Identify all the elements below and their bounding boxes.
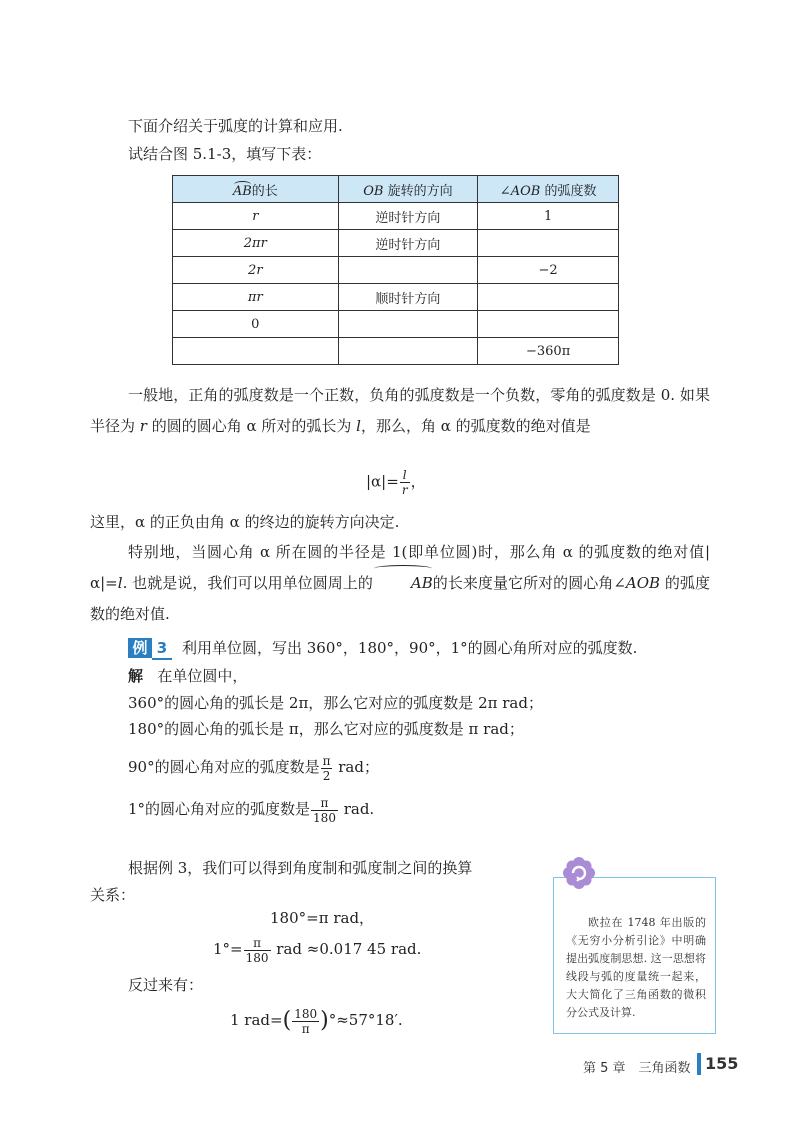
para1-text-b: 的圆的圆心角 α 所对的弧长为 (146, 417, 357, 435)
solution-line-1 (128, 792, 374, 826)
table-row (173, 338, 619, 365)
table-cell: 1 (478, 203, 619, 230)
fraction-numerator: π (322, 753, 331, 768)
example-number: 3 (152, 638, 172, 660)
para3-text-e: 的弧度数的绝对值. (90, 574, 710, 623)
table-header-radian (478, 176, 619, 203)
formula1-lhs: |α|= (366, 472, 399, 491)
s4-unit: rad. (338, 800, 375, 818)
s4-text: 1°的圆心角对应的弧度数是 (128, 800, 311, 818)
conversion-intro-cont: 关系： (90, 886, 136, 904)
fraction-numerator: π (244, 936, 271, 951)
table-cell: 逆时针方向 (338, 203, 478, 230)
table-cell: 顺时针方向 (338, 284, 478, 311)
solution-line-180: 180°的圆心角的弧长是 π，那么它对应的弧度数是 π rad； (128, 720, 524, 738)
var-l: l (356, 417, 361, 435)
table-cell: πr (173, 284, 339, 311)
arc-ab-symbol: AB (373, 568, 433, 599)
side-note-text: 欧拉在 1748 年出版的《无穷小分析引论》中明确提出弧度制思想. 这一思想将线段与弧的度量统一起来，大大简化了三角函数的微积分公式及计算. (566, 916, 706, 1019)
arc-ab-symbol: AB (232, 183, 252, 199)
intro-line-2: 试结合图 5.1-3，填写下表： (128, 145, 322, 163)
para3-text-a: 特别地，当圆心角 α 所在圆的半径是 1(即单位圆)时，那么角 α 的弧度数的绝对值|α|= (90, 543, 710, 592)
s3-text: 90°的圆心角对应的弧度数是 (128, 758, 320, 776)
fraction-180-over-pi (292, 1007, 319, 1036)
side-note-box (553, 877, 716, 1034)
equation-1-rad (230, 1003, 403, 1038)
table-cell: 2πr (173, 230, 339, 257)
fraction-numerator: π (311, 796, 338, 811)
header-aob: AOB (510, 183, 541, 199)
table-cell (338, 311, 478, 338)
solution-label: 解 (128, 667, 144, 685)
fraction-pi-over-180 (244, 936, 271, 965)
table-row (173, 311, 619, 338)
fraction-denominator: π (301, 1021, 310, 1036)
var-l: l (117, 574, 123, 592)
table-cell: 逆时针方向 (338, 230, 478, 257)
table-cell (478, 311, 619, 338)
solution-line-360: 360°的圆心角的弧长是 2π，那么它对应的弧度数是 2π rad； (128, 694, 543, 712)
table-row (173, 257, 619, 284)
paragraph-radian-sign (90, 380, 710, 442)
solution-intro-line (128, 666, 247, 686)
flower-icon (563, 857, 595, 889)
example-badge: 例 (128, 638, 152, 658)
var-r: r (139, 417, 147, 435)
s3-unit: rad； (333, 758, 379, 776)
table-cell (338, 257, 478, 284)
header-ob: OB (363, 183, 384, 199)
header-direction-suffix: 旋转的方向 (383, 183, 453, 199)
header-radian-suffix: 的弧度数 (540, 183, 597, 199)
eq3-lhs: 1 rad= (230, 1011, 283, 1029)
para1-text-c: ，那么，角 α 的弧度数的绝对值是 (360, 417, 591, 435)
table-row (173, 230, 619, 257)
equation-1-degree (213, 932, 421, 966)
equation-180-pi: 180°=π rad， (270, 909, 375, 927)
example-prompt: 利用单位圆，写出 360°，180°，90°，1°的圆心角所对应的弧度数. (182, 639, 638, 657)
paragraph-sign-rule: 这里，α 的正负由角 α 的终边的旋转方向决定. (90, 513, 400, 531)
para3-text-b: . 也就是说，我们可以用单位圆周上的 (122, 574, 373, 592)
fraction-pi-over-2 (321, 754, 333, 783)
table-row (173, 284, 619, 311)
header-suffix: 的长 (251, 183, 278, 199)
fraction-denominator: 2 (322, 768, 331, 783)
fraction-denominator: r (401, 483, 408, 497)
para3-text-c: 的长来度量它所对的圆心角 (432, 574, 614, 592)
fraction-denominator: 180 (313, 810, 336, 825)
fraction-pi-over-180 (311, 796, 338, 825)
formula1-tail: ， (410, 472, 426, 491)
table-cell: −2 (478, 257, 619, 284)
angle-symbol: ∠ (499, 183, 511, 199)
angle-symbol: ∠ (613, 574, 626, 592)
left-paren: ( (282, 1008, 292, 1033)
arc-table (172, 175, 619, 365)
table-cell (173, 338, 339, 365)
table-cell: 0 (173, 311, 339, 338)
table-cell (478, 284, 619, 311)
table-cell (478, 230, 619, 257)
table-cell: −360π (478, 338, 619, 365)
table-cell: r (173, 203, 339, 230)
para1-text-a: 一般地，正角的弧度数是一个正数，负角的弧度数是一个负数，零角的弧度数是 0. 如果半径为 (90, 386, 710, 435)
table-cell: 2r (173, 257, 339, 284)
reverse-label: 反过来有： (128, 976, 204, 994)
solution-intro: 在单位圆中， (157, 667, 248, 685)
eq2-lhs: 1°= (213, 940, 243, 958)
table-header-row (173, 176, 619, 203)
footer-divider (697, 1053, 701, 1075)
fraction-numerator: 180 (294, 1006, 318, 1021)
page-number: 155 (705, 1054, 739, 1073)
intro-line-1: 下面介绍关于弧度的计算和应用. (128, 117, 343, 135)
fraction-numerator: l (400, 468, 410, 483)
table-header-direction (338, 176, 478, 203)
table-row (173, 203, 619, 230)
paragraph-unit-circle (90, 537, 710, 630)
table-cell (338, 338, 478, 365)
fraction-denominator: 180 (245, 950, 269, 965)
conversion-intro: 根据例 3，我们可以得到角度制和弧度制之间的换算 (128, 859, 473, 877)
fraction-l-over-r (400, 468, 410, 497)
var-aob: AOB (625, 574, 661, 592)
eq3-rhs: °≈57°18′. (328, 1011, 403, 1029)
solution-line-90 (128, 750, 379, 784)
right-paren: ) (320, 1008, 329, 1033)
table-header-arc-length (173, 176, 339, 203)
eq2-rhs: rad ≈0.017 45 rad. (271, 940, 422, 958)
chapter-footer: 第 5 章 三角函数 (583, 1061, 691, 1076)
formula-abs-alpha (366, 468, 426, 497)
